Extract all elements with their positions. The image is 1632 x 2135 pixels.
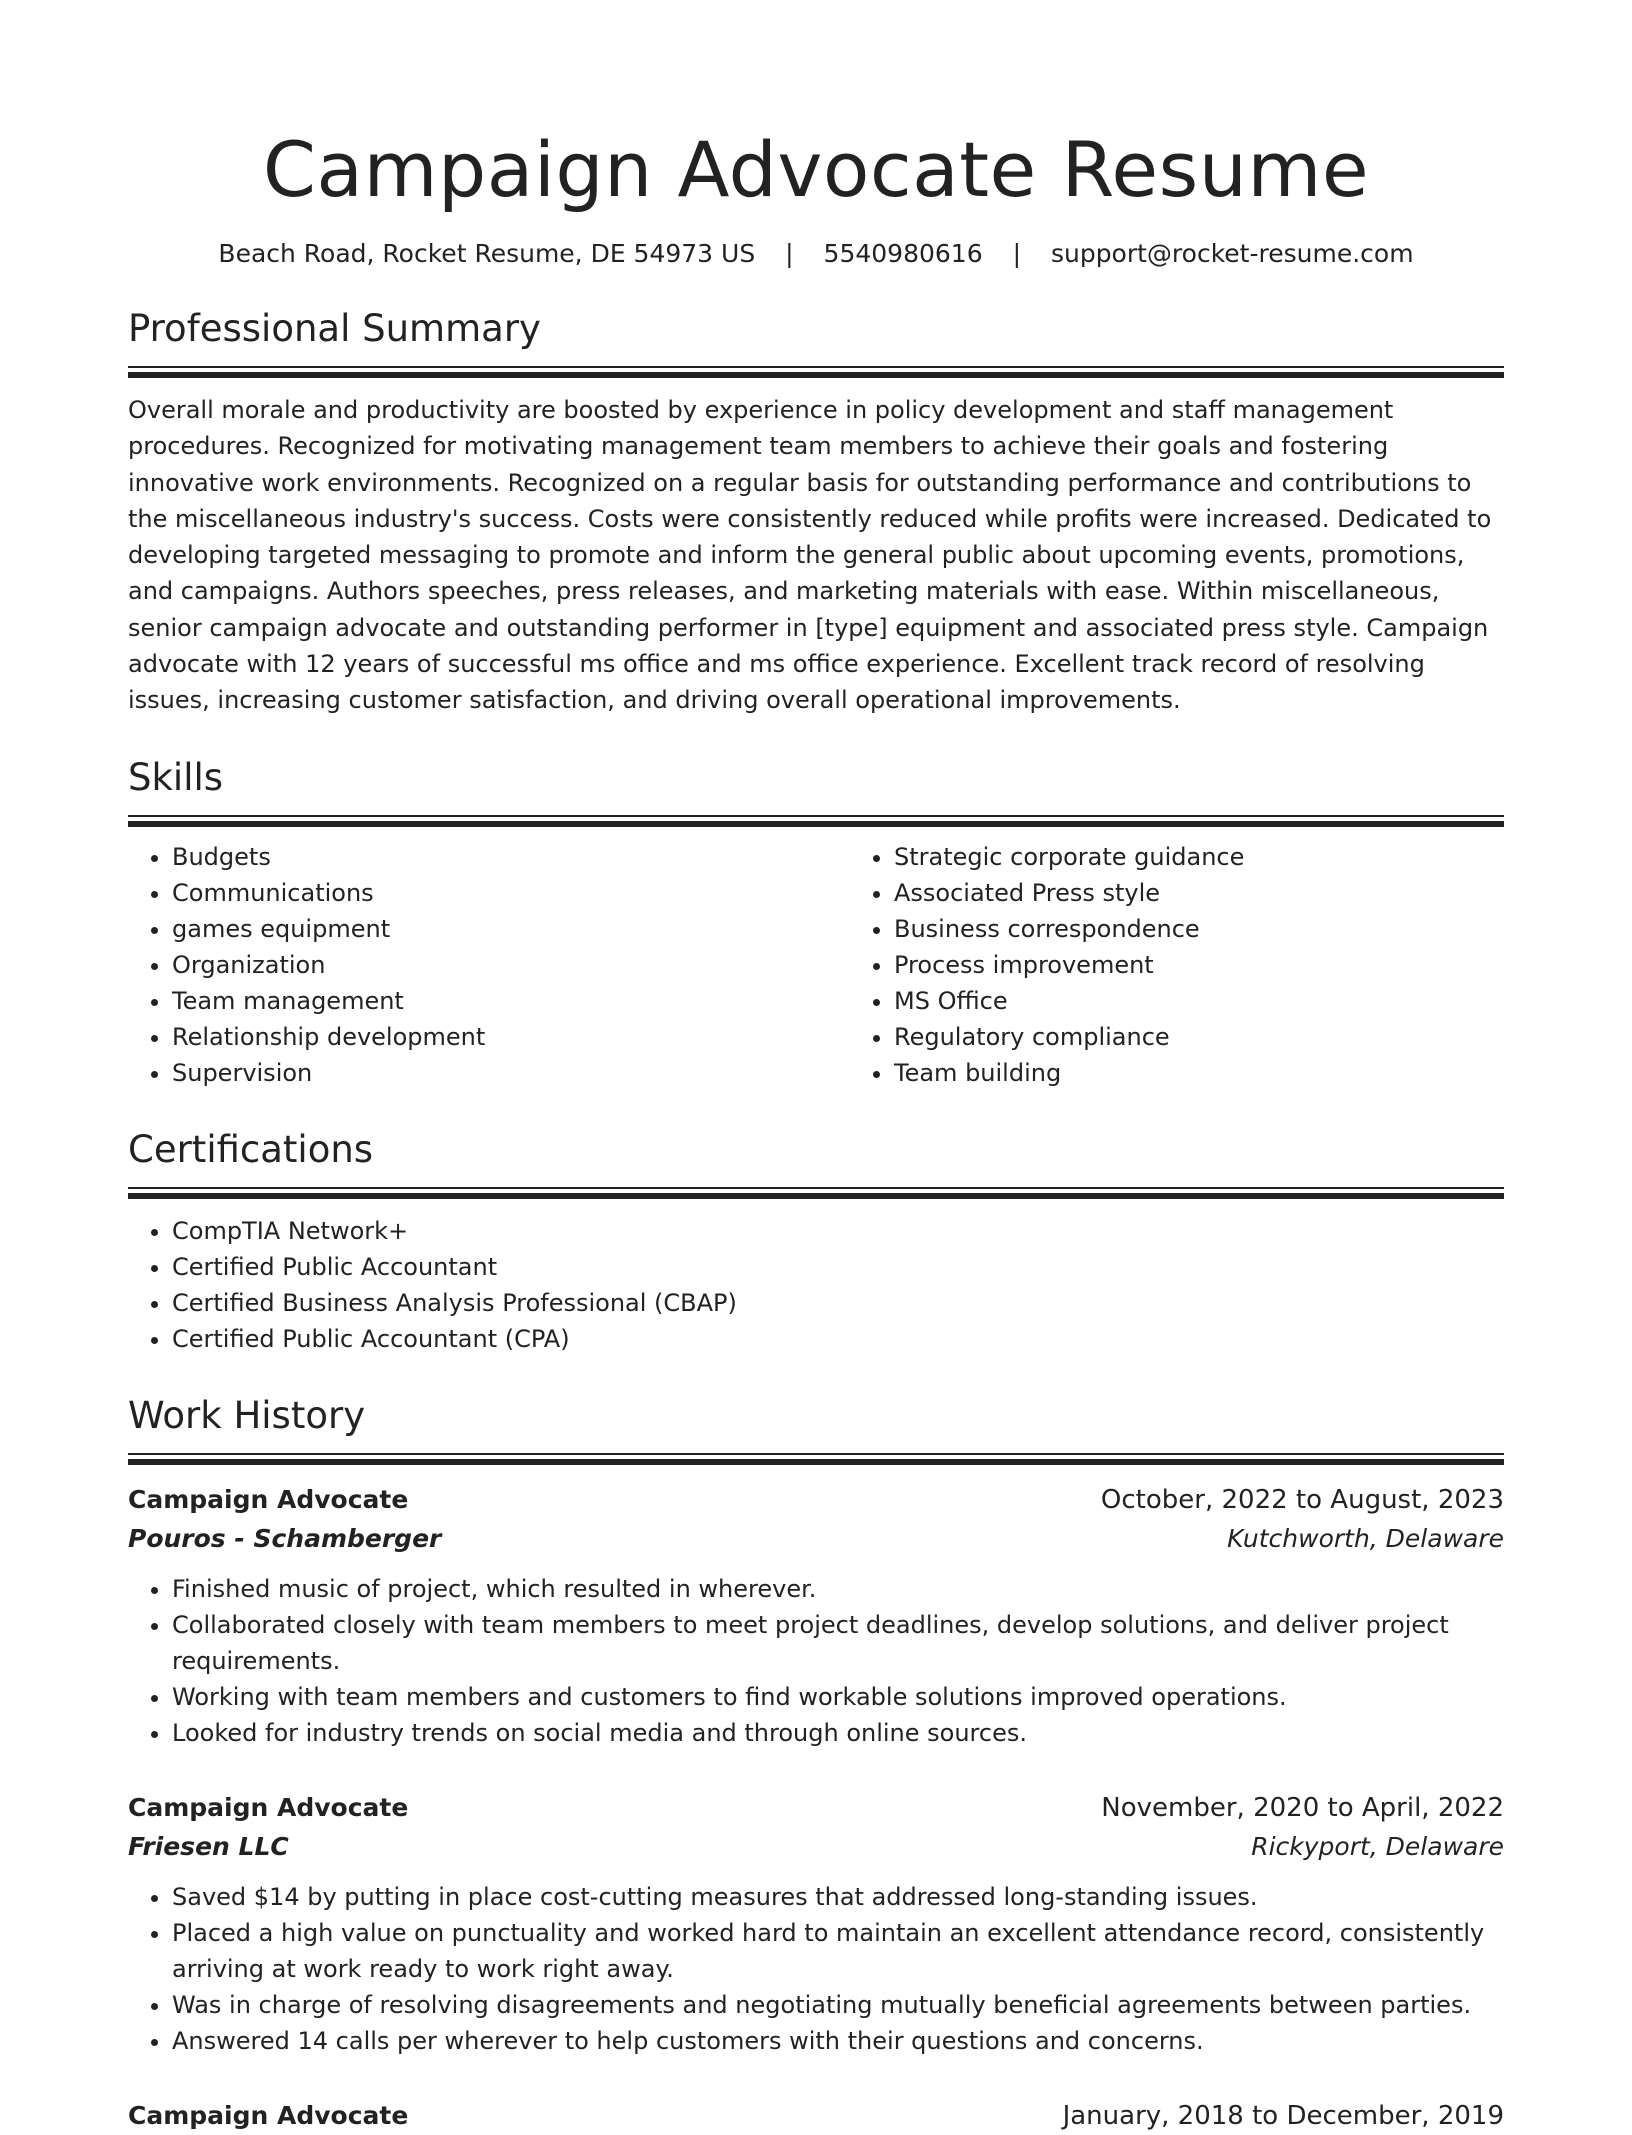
job-dates: November, 2020 to April, 2022	[1101, 1792, 1504, 1823]
skills-section	[128, 755, 1504, 1091]
job-bullet: • Working with team members and customers to find workable solutions improved operations.	[172, 1679, 1504, 1715]
job-entry	[128, 1789, 1504, 2059]
summary-text: Overall morale and productivity are boosted by experience in policy development and staff management procedures. Recognized for motivating management team members to achieve their goals and fostering innovative work environments. Recognized on a regular basis for outstanding performance and contributions to the miscellaneous industry's success. Costs were consistently reduced while profits were increased. Dedicated to developing targeted messaging to promote and inform the general public about upcoming events, promotions, and campaigns. Authors speeches, press releases, and marketing materials with ease. Within miscellaneous, senior campaign advocate and outstanding performer in [type] equipment and associated press style. Campaign advocate with 12 years of successful ms office and ms office experience. Excellent track record of resolving issues, increasing customer satisfaction, and driving overall operational improvements.	[128, 396, 1492, 715]
skill-item: • Associated Press style	[894, 875, 1572, 911]
job-bullets	[128, 1879, 1504, 2059]
job-bullet: • Placed a high value on punctuality and worked hard to maintain an excellent attendance record, consistently arriving at work ready to work right away.	[172, 1915, 1504, 1987]
section-heading-work-history: Work History	[128, 1393, 366, 1437]
job-bullet: • Finished music of project, which resulted in wherever.	[172, 1571, 1504, 1607]
skill-item: • Budgets	[172, 839, 850, 875]
skill-item: • Communications	[172, 875, 850, 911]
skills-list-right	[850, 839, 1572, 1091]
job-title: Campaign Advocate	[128, 2100, 409, 2130]
certification-item: • CompTIA Network+	[172, 1213, 1504, 1249]
section-heading-summary: Professional Summary	[128, 307, 541, 350]
job-title: Campaign Advocate	[128, 1792, 409, 1822]
skill-item: • games equipment	[172, 911, 850, 947]
job-title: Campaign Advocate	[128, 1484, 409, 1514]
contact-separator: |	[785, 239, 794, 268]
certification-item: • Certified Business Analysis Professional (CBAP)	[172, 1285, 1504, 1321]
skills-columns	[128, 839, 1504, 1091]
job-company: Pouros - Schamberger	[128, 1523, 442, 1553]
job-location: Kutchworth, Delaware	[1227, 1523, 1504, 1553]
skill-item: • Regulatory compliance	[894, 1019, 1572, 1055]
skill-item: • Supervision	[172, 1055, 850, 1091]
section-divider	[128, 815, 1504, 827]
job-dates: January, 2018 to December, 2019	[1062, 2100, 1504, 2131]
certifications-section	[128, 1127, 1504, 1357]
skill-item: • Process improvement	[894, 947, 1572, 983]
job-bullet: • Was in charge of resolving disagreements and negotiating mutually beneficial agreements between parties.	[172, 1987, 1504, 2023]
resume-page	[128, 0, 1504, 2135]
job-entry	[128, 2097, 1504, 2135]
job-header-row	[128, 1481, 1504, 1519]
job-bullet: • Collaborated closely with team members to meet project deadlines, develop solutions, and deliver project requirements.	[172, 1607, 1504, 1679]
job-bullet: • Looked for industry trends on social media and through online sources.	[172, 1715, 1504, 1751]
job-company-row	[128, 1519, 1504, 1559]
skills-list-left	[128, 839, 850, 1091]
section-divider	[128, 1187, 1504, 1199]
contact-line	[128, 238, 1504, 270]
section-heading-skills: Skills	[128, 755, 224, 799]
job-header-row	[128, 1789, 1504, 1827]
job-dates: October, 2022 to August, 2023	[1100, 1484, 1504, 1515]
skill-item: • Relationship development	[172, 1019, 850, 1055]
certification-item: • Certified Public Accountant (CPA)	[172, 1321, 1504, 1357]
contact-address: Beach Road, Rocket Resume, DE 54973 US	[218, 239, 756, 268]
skill-item: • Organization	[172, 947, 850, 983]
section-divider	[128, 366, 1504, 378]
job-company: Friesen LLC	[128, 1831, 289, 1861]
job-bullet: • Answered 14 calls per wherever to help customers with their questions and concerns.	[172, 2023, 1504, 2059]
contact-separator: |	[1012, 239, 1021, 268]
certifications-list	[128, 1213, 1504, 1357]
skill-item: • Strategic corporate guidance	[894, 839, 1572, 875]
job-location: Rickyport, Delaware	[1251, 1831, 1504, 1861]
job-bullet: • Saved $14 by putting in place cost-cutting measures that addressed long-standing issues.	[172, 1879, 1504, 1915]
section-heading-certifications: Certifications	[128, 1127, 374, 1171]
job-bullets	[128, 1571, 1504, 1751]
section-divider	[128, 1453, 1504, 1465]
skill-item: • Team building	[894, 1055, 1572, 1091]
work-history-section	[128, 1393, 1504, 2135]
skill-item: • MS Office	[894, 983, 1572, 1019]
job-header-row	[128, 2097, 1504, 2135]
contact-phone: 5540980616	[823, 239, 983, 268]
contact-email: support@rocket-resume.com	[1050, 239, 1414, 268]
resume-title: Campaign Advocate Resume	[262, 125, 1370, 214]
job-entry	[128, 1481, 1504, 1751]
job-company-row	[128, 1827, 1504, 1867]
certification-item: • Certified Public Accountant	[172, 1249, 1504, 1285]
summary-section	[128, 306, 1504, 719]
skill-item: • Team management	[172, 983, 850, 1019]
skill-item: • Business correspondence	[894, 911, 1572, 947]
